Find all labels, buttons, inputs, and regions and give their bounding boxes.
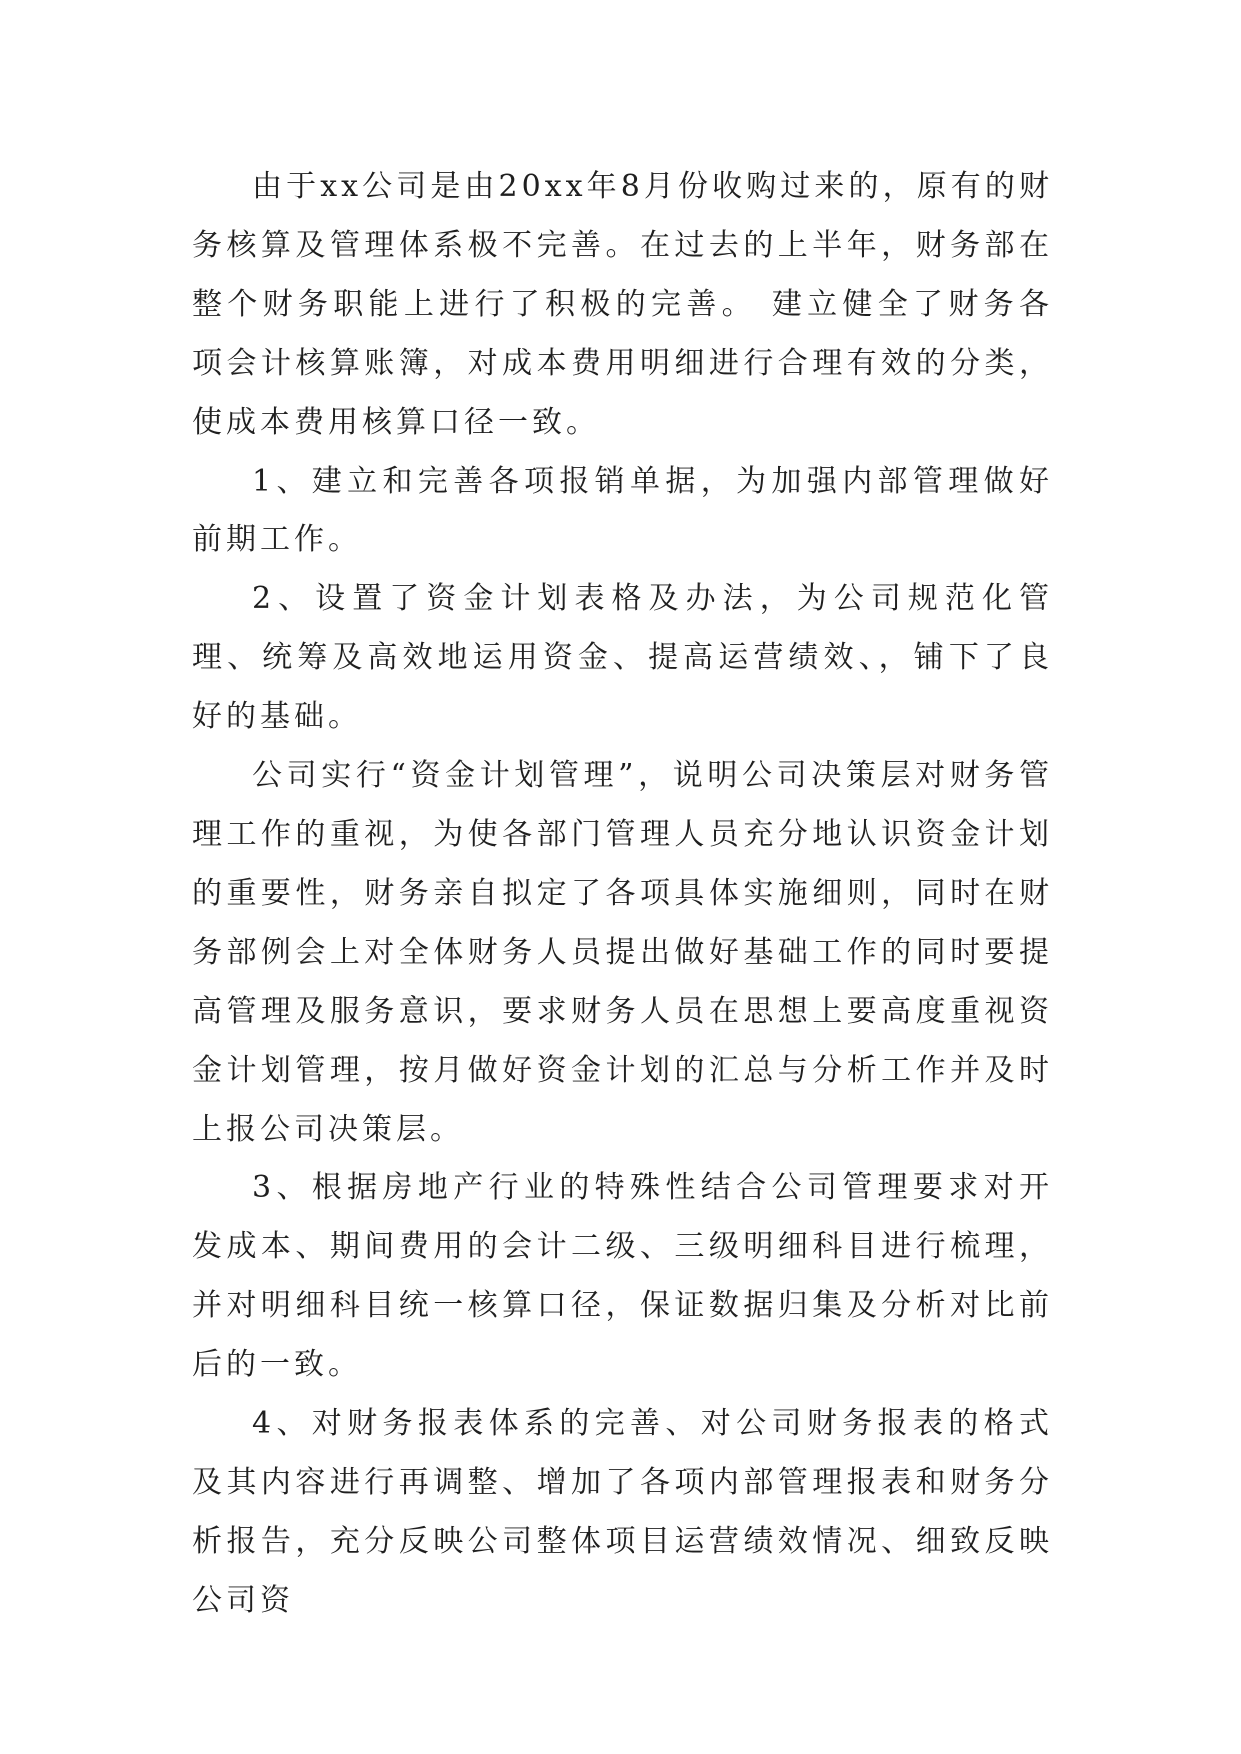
paragraph-intro: 由于xx公司是由20xx年8月份收购过来的，原有的财务核算及管理体系极不完善。在过去的上半年，财务部在整个财务职能上进行了积极的完善。 建立健全了财务各项会计核算账簿，对成本费用明细进行合理有效的分类，使成本费用核算口径一致。 [192, 169, 1053, 440]
paragraph-item-2: 2、设置了资金计划表格及办法，为公司规范化管理、统筹及高效地运用资金、提高运营绩效、，铺下了良好的基础。 [192, 581, 1053, 735]
paragraph-item-3: 3、根据房地产行业的特殊性结合公司管理要求对开发成本、期间费用的会计二级、三级明细科目进行梳理，并对明细科目统一核算口径，保证数据归集及分析对比前后的一致。 [192, 1170, 1053, 1383]
paragraph-item-4: 4、对财务报表体系的完善、对公司财务报表的格式及其内容进行再调整、增加了各项内部管理报表和财务分析报告，充分反映公司整体项目运营绩效情况、细致反映公司资 [192, 1406, 1053, 1618]
paragraph-fund-plan: 公司实行“资金计划管理”，说明公司决策层对财务管理工作的重视，为使各部门管理人员充分地认识资金计划的重要性，财务亲自拟定了各项具体实施细则，同时在财务部例会上对全体财务人员提出做好基础工作的同时要提高管理及服务意识，要求财务人员在思想上要高度重视资金计划管理，按月做好资金计划的汇总与分析工作并及时上报公司决策层。 [192, 758, 1053, 1147]
paragraph-item-1: 1、建立和完善各项报销单据，为加强内部管理做好前期工作。 [192, 463, 1053, 558]
document-body [192, 158, 1053, 1631]
